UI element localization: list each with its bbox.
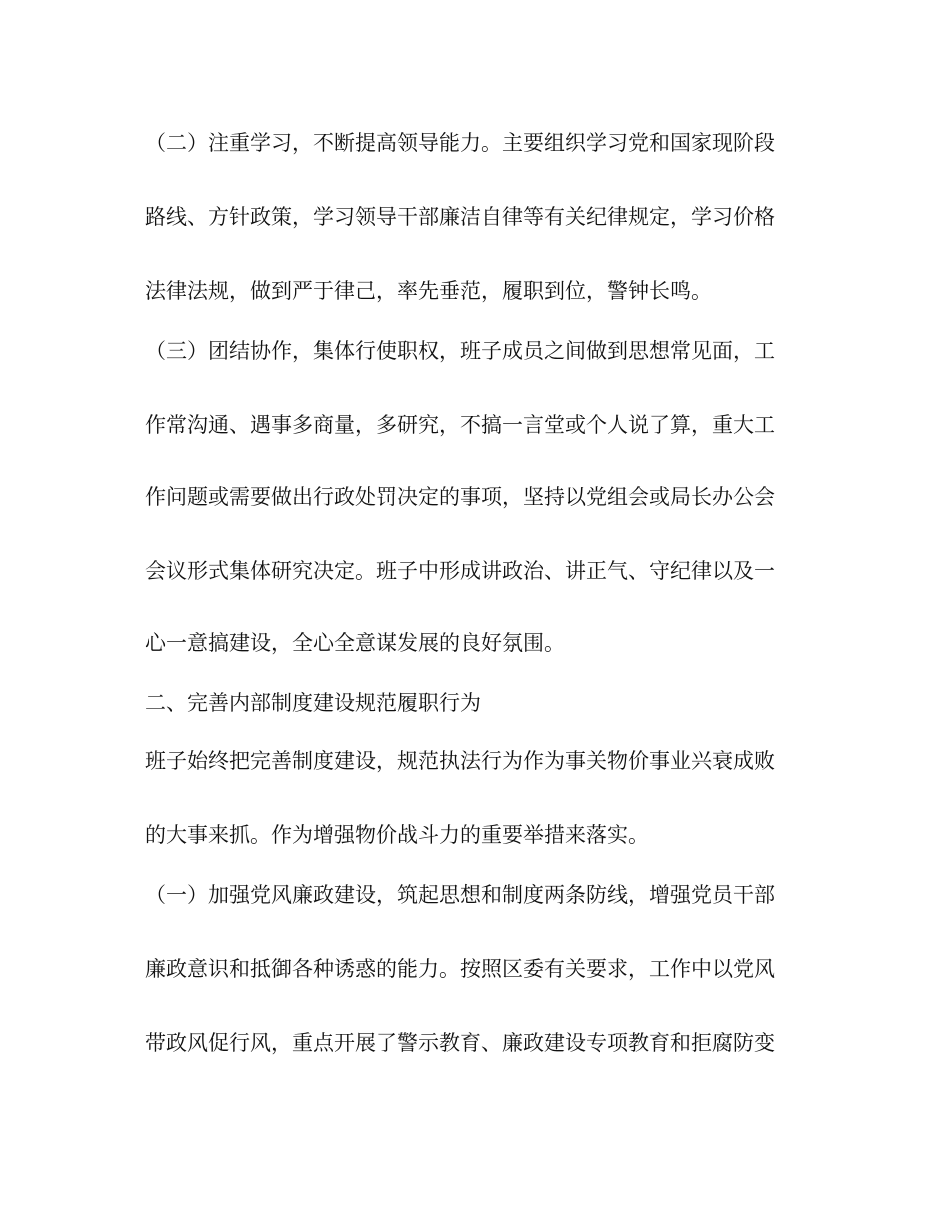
text-line: 心一意搞建设，全心全意谋发展的良好氛围。 [145,631,565,655]
text-line: （三）团结协作，集体行使职权，班子成员之间做到思想常见面，工 [145,339,775,363]
text-line: 路线、方针政策，学习领导干部廉洁自律等有关纪律规定，学习价格 [145,205,775,229]
text-line: 的大事来抓。作为增强物价战斗力的重要举措来落实。 [145,823,649,847]
text-line: 廉政意识和抵御各种诱惑的能力。按照区委有关要求，工作中以党风 [145,957,775,981]
section-heading: 二、完善内部制度建设规范履职行为 [145,691,481,715]
text-line: 作问题或需要做出行政处罚决定的事项，坚持以党组会或局长办公会 [145,485,775,509]
text-line: 带政风促行风，重点开展了警示教育、廉政建设专项教育和拒腐防变 [145,1031,775,1055]
text-line: （一）加强党风廉政建设，筑起思想和制度两条防线，增强党员干部 [145,883,775,907]
text-line: 会议形式集体研究决定。班子中形成讲政治、讲正气、守纪律以及一 [145,559,775,583]
text-line: （二）注重学习，不断提高领导能力。主要组织学习党和国家现阶段 [145,131,775,155]
text-line: 作常沟通、遇事多商量，多研究，不搞一言堂或个人说了算，重大工 [145,413,775,437]
text-line: 法律法规，做到严于律己，率先垂范，履职到位，警钟长鸣。 [145,279,712,303]
text-line: 班子始终把完善制度建设，规范执法行为作为事关物价事业兴衰成败 [145,749,775,773]
